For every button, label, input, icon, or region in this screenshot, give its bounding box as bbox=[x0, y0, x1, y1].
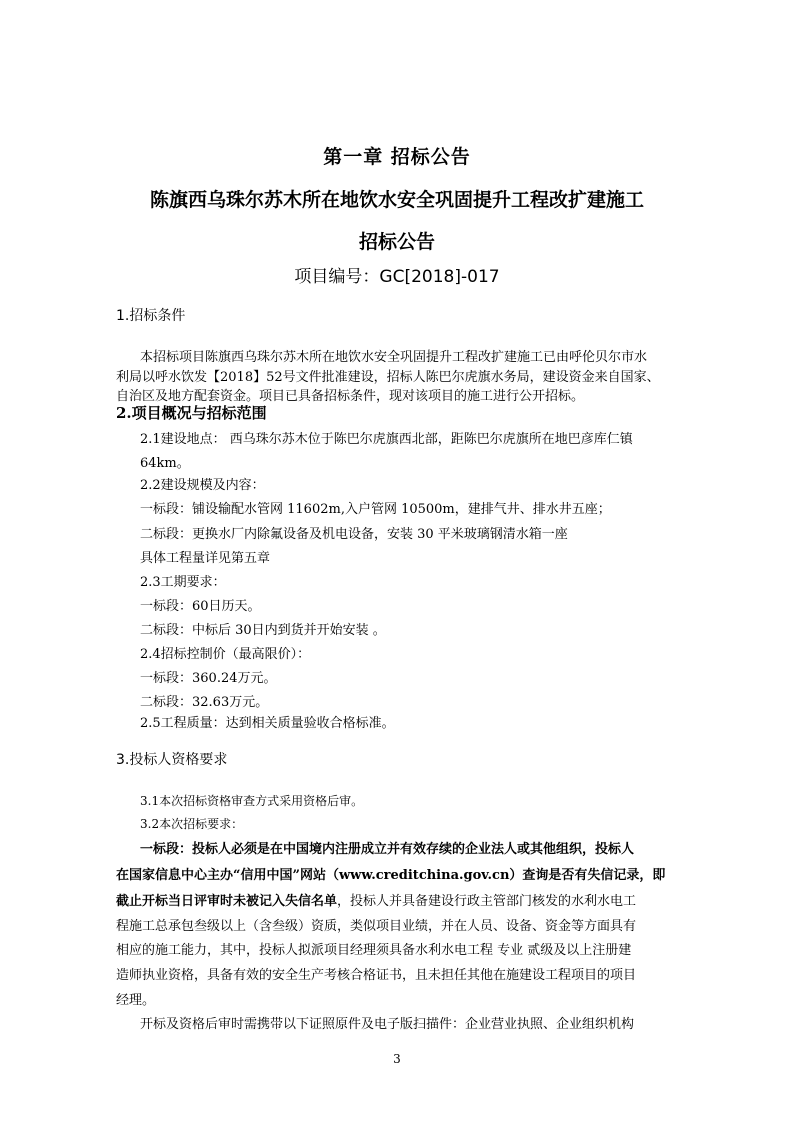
section3-line: 3.1本次招标资格审查方式采用资格后审。 bbox=[140, 794, 364, 808]
section2-line: 2.3工期要求： bbox=[140, 575, 226, 590]
section3-line: 造师执业资格，具备有效的安全生产考核合格证书，且未担任其他在施建设工程项目的项目 bbox=[116, 968, 637, 983]
section2-line: 64km。 bbox=[140, 456, 190, 471]
section1-line: 利局以呼水饮发【2018】52号文件批准建设，招标人陈巴尔虎旗水务局，建设资金来自国家、 bbox=[116, 370, 660, 385]
project-number: 项目编号：GC[2018]-017 bbox=[294, 267, 500, 287]
section2-line: 一标段：360.24万元。 bbox=[140, 671, 277, 686]
section2-line: 一标段：60日历天。 bbox=[140, 599, 261, 614]
section2-line: 一标段：铺设输配水管网 11602m,入户管网 10500m，建排气井、排水井五座； bbox=[140, 502, 611, 517]
section2-line: 二标段：中标后 30日内到货并开始安装 。 bbox=[140, 623, 386, 638]
section3-line: 程施工总承包叁级以上（含叁级）资质，类似项目业绩，并在人员、设备、资金等方面具有 bbox=[116, 919, 637, 934]
section1-line: 本招标项目陈旗西乌珠尔苏木所在地饮水安全巩固提升工程改扩建施工已由呼伦贝尔市水 bbox=[140, 350, 648, 365]
section1-heading: 1.招标条件 bbox=[116, 308, 186, 324]
chapter-title: 第一章 招标公告 bbox=[323, 146, 471, 168]
section3-line: 3.2本次招标要求： bbox=[140, 817, 244, 831]
section2-line: 2.5工程质量：达到相关质量验收合格标准。 bbox=[140, 716, 395, 731]
section3-line: 经理。 bbox=[116, 993, 156, 1008]
section2-line: 二标段：更换水厂内除氟设备及机电设备，安装 30 平米玻璃钢清水箱一座 bbox=[140, 527, 568, 542]
section2-line: 2.1建设地点： 西乌珠尔苏木位于陈巴尔虎旗西北部，距陈巴尔虎旗所在地巴彦库仁镇 bbox=[140, 432, 633, 447]
section2-line: 2.4招标控制价（最高限价）： bbox=[140, 647, 311, 662]
page-number: 3 bbox=[393, 1052, 401, 1066]
section2-line: 二标段：32.63万元。 bbox=[140, 695, 269, 710]
section2-heading: 2.项目概况与招标范围 bbox=[116, 404, 267, 422]
announcement-subtitle: 招标公告 bbox=[358, 231, 435, 253]
section3-line: 开标及资格后审时需携带以下证照原件及电子版扫描件：企业营业执照、企业组织机构 bbox=[140, 1017, 635, 1032]
section3-bold-line: 在国家信息中心主办“信用中国”网站（www.creditchina.gov.cn）查询是否有失信记录，即 bbox=[116, 868, 666, 883]
announcement-title: 陈旗西乌珠尔苏木所在地饮水安全巩固提升工程改扩建施工 bbox=[149, 189, 644, 211]
section1-line: 自治区及地方配套资金。项目已具备招标条件，现对该项目的施工进行公开招标。 bbox=[116, 389, 585, 404]
section3-heading: 3.投标人资格要求 bbox=[116, 752, 228, 768]
section2-line: 具体工程量详见第五章 bbox=[140, 551, 271, 566]
section3-plain-fragment: ，投标人并具备建设行政主管部门核发的水利水电工 bbox=[337, 894, 637, 909]
section3-line: 相应的施工能力，其中，投标人拟派项目经理须具备水利水电工程 专业 贰级及以上注册建 bbox=[116, 943, 632, 958]
section3-mixed-line bbox=[116, 890, 636, 909]
section3-bold-fragment: 截止开标当日评审时未被记入失信名单 bbox=[116, 894, 338, 909]
section2-line: 2.2建设规模及内容： bbox=[140, 478, 265, 493]
section3-bold-line: 一标段：投标人必须是在中国境内注册成立并有效存续的企业法人或其他组织，投标人 bbox=[140, 842, 635, 857]
